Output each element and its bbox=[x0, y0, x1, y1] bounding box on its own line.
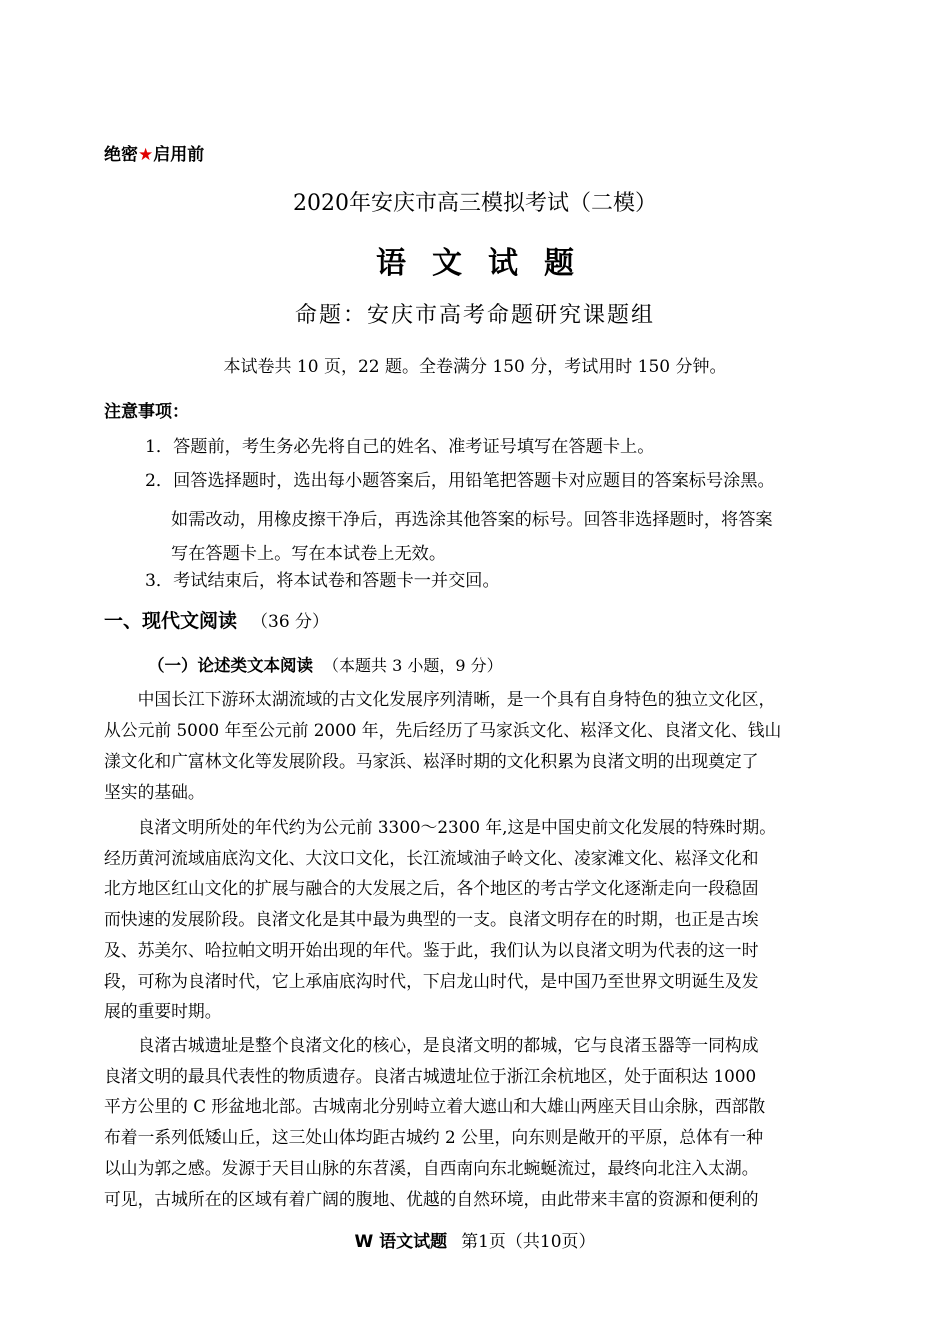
passage-line: 及、苏美尔、哈拉帕文明开始出现的年代。鉴于此，我们认为以良渚文明为代表的这一时 bbox=[104, 940, 759, 960]
star-icon: ★ bbox=[138, 145, 154, 165]
notice-heading: 注意事项： bbox=[104, 402, 189, 422]
passage-line: 以山为郭之感。发源于天目山脉的东苕溪，自西南向东北蜿蜒流过，最终向北注入太湖。 bbox=[104, 1158, 759, 1178]
section-heading bbox=[104, 606, 329, 633]
passage-line: 坚实的基础。 bbox=[104, 782, 205, 802]
notice-item-1: 1．答题前，考生务必先将自己的姓名、准考证号填写在答题卡上。 bbox=[145, 437, 655, 457]
exam-title: 2020年安庆市高三模拟考试（二模） bbox=[293, 191, 657, 216]
author-line: 命题：安庆市高考命题研究课题组 bbox=[294, 303, 655, 328]
passage-line: 从公元前 5000 年至公元前 2000 年，先后经历了马家浜文化、崧泽文化、良渚文化、钱山 bbox=[104, 720, 782, 740]
subsection-title: （一）论述类文本阅读 bbox=[148, 656, 313, 675]
passage-line: 北方地区红山文化的扩展与融合的大发展之后，各个地区的考古学文化逐渐走向一段稳固 bbox=[104, 878, 759, 898]
passage-line: 良渚古城遗址是整个良渚文化的核心，是良渚文明的都城，它与良渚玉器等一同构成 bbox=[104, 1035, 759, 1055]
notice-item-2: 2．回答选择题时，选出每小题答案后，用铅笔把答题卡对应题目的答案标号涂黑。 bbox=[145, 471, 775, 491]
passage-line: 经历黄河流域庙底沟文化、大汶口文化，长江流域油子岭文化、凌家滩文化、崧泽文化和 bbox=[104, 848, 759, 868]
passage-line: 可见，古城所在的区域有着广阔的腹地、优越的自然环境，由此带来丰富的资源和便利的 bbox=[104, 1189, 759, 1209]
confidential-suffix: 启用前 bbox=[153, 145, 205, 165]
subsection-heading bbox=[148, 652, 503, 676]
passage-line: 中国长江下游环太湖流域的古文化发展序列清晰，是一个具有自身特色的独立文化区， bbox=[104, 689, 776, 709]
passage-line: 平方公里的 C 形盆地北部。古城南北分别峙立着大遮山和大雄山两座天目山余脉，西部散 bbox=[104, 1096, 766, 1116]
subject-title: 语文试题 bbox=[376, 246, 600, 281]
passage-line: 良渚文明所处的年代约为公元前 3300～2300 年,这是中国史前文化发展的特殊时期。 bbox=[104, 817, 776, 837]
notice-item-2-cont-1: 如需改动，用橡皮擦干净后，再选涂其他答案的标号。回答非选择题时，将答案 bbox=[171, 510, 773, 530]
confidential-label bbox=[104, 140, 204, 165]
footer-page-number: 第1页（共10页） bbox=[461, 1232, 596, 1252]
passage-line: 漾文化和广富林文化等发展阶段。马家浜、崧泽时期的文化积累为良渚文明的出现奠定了 bbox=[104, 751, 759, 771]
confidential-prefix: 绝密 bbox=[104, 145, 138, 165]
notice-item-2-cont-2: 写在答题卡上。写在本试卷上无效。 bbox=[171, 544, 447, 564]
subsection-note: （本题共 3 小题，9 分） bbox=[323, 656, 503, 675]
section-title: 一、现代文阅读 bbox=[104, 610, 238, 632]
notice-item-3: 3．考试结束后，将本试卷和答题卡一并交回。 bbox=[145, 571, 500, 591]
footer-doc-name: W 语文试题 bbox=[354, 1232, 448, 1252]
passage-line: 布着一系列低矮山丘，这三处山体均距古城约 2 公里，向东则是敞开的平原，总体有一种 bbox=[104, 1127, 764, 1147]
passage-line: 而快速的发展阶段。良渚文化是其中最为典型的一支。良渚文明存在的时期，也正是古埃 bbox=[104, 909, 759, 929]
page-footer bbox=[0, 1227, 950, 1252]
passage-line: 良渚文明的最具代表性的物质遗存。良渚古城遗址位于浙江余杭地区，处于面积达 1000 bbox=[104, 1066, 757, 1086]
passage-line: 段，可称为良渚时代，它上承庙底沟时代，下启龙山时代，是中国乃至世界文明诞生及发 bbox=[104, 971, 759, 991]
section-score: （36 分） bbox=[251, 612, 330, 632]
exam-info: 本试卷共 10 页，22 题。全卷满分 150 分，考试用时 150 分钟。 bbox=[223, 357, 727, 377]
passage-line: 展的重要时期。 bbox=[104, 1001, 222, 1021]
